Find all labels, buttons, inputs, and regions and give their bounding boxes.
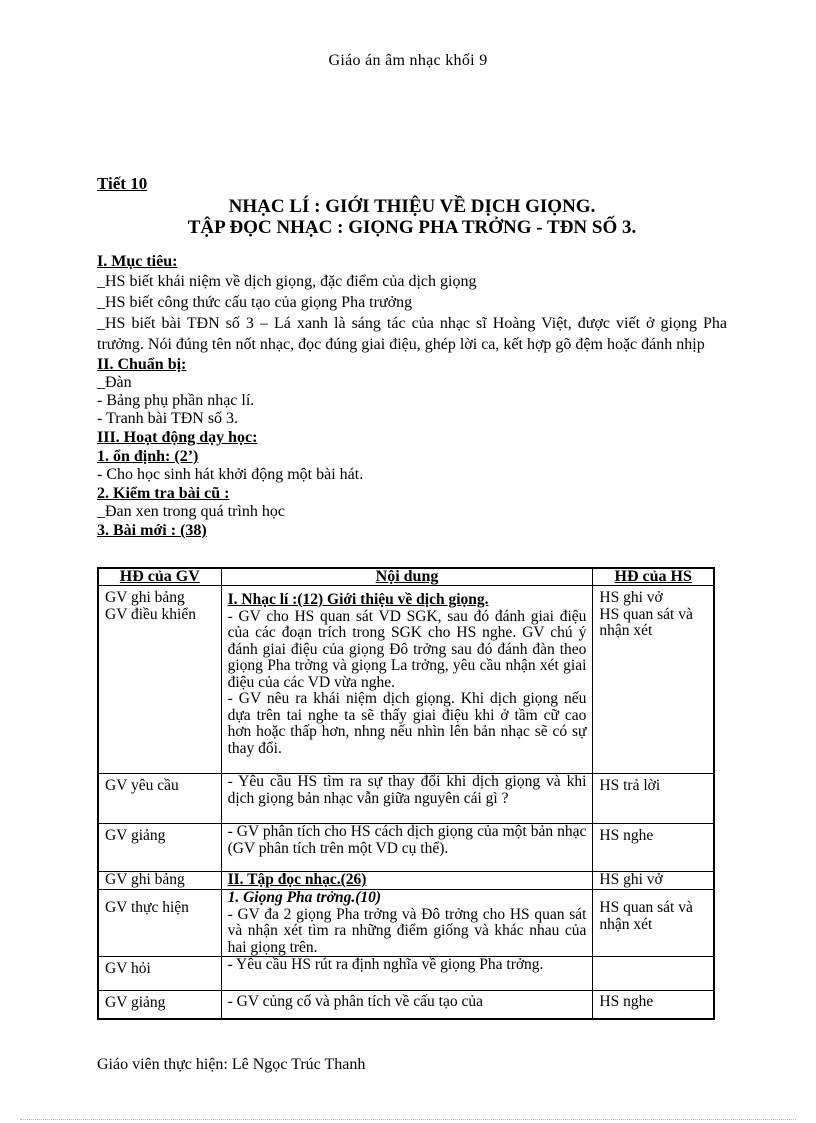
content-cell (221, 957, 593, 991)
new-lesson-heading: 3. Bài mới : (38) (97, 522, 207, 539)
teacher-activity-text: GV ghi bảng (105, 871, 185, 888)
section-activities-heading: III. Hoạt động dạy học: (97, 429, 258, 446)
preparation-item: - Bảng phụ phần nhạc lí. (97, 392, 255, 409)
student-activity-cell (593, 957, 714, 991)
table-row (98, 872, 714, 890)
theory-heading: I. Nhạc lí :(12) Giới thiệu về dịch giọng. (227, 591, 489, 608)
objective-item: _HS biết khái niệm về dịch giọng, đặc điểm của dịch giọng (97, 273, 477, 290)
document-body (97, 174, 727, 540)
teacher-activity-cell (98, 774, 221, 824)
teacher-activity-cell (98, 872, 221, 890)
header-student-activity: HĐ của HS (593, 568, 714, 586)
content-text: - GV cho HS quan sát VD SGK, sau đó đánh giai điệu của các đoạn trích trong SGK cho HS nghe. GV chú ý đánh giai điệu của giọng Đô trởng sau đó đánh đàn theo giọng Pha trởng và giọng La trởng, yêu cầu nhận xét giai điệu của các VD vừa nghe. - GV nêu ra khái niệm dịch giọng. Khi dịch giọng nếu dựa trên tai nghe ta sẽ thấy giai điệu khi ở tầm cữ cao hơn hoặc thấp hơn, nhng nếu nhìn lên bản nhạc sẽ có sự thay đổi. (227, 607, 587, 757)
teacher-activity-cell (98, 957, 221, 991)
table-row (98, 586, 714, 774)
section-objectives-heading: I. Mục tiêu: (97, 253, 178, 270)
content-text: - Yêu cầu HS tìm ra sự thay đổi khi dịch giọng và khi dịch giọng bản nhạc vẫn giữa nguyên cái gì ? (227, 773, 587, 807)
review-heading: 2. Kiểm tra bài cũ : (97, 485, 230, 502)
table-row (98, 991, 714, 1019)
student-activity-text: HS trả lời (599, 777, 661, 794)
teacher-activity-text: GV ghi bảng GV điều khiển (105, 589, 196, 623)
student-activity-text: HS quan sát và nhận xét (599, 899, 693, 933)
content-cell (221, 872, 593, 890)
teacher-activity-text: GV thực hiện (105, 899, 189, 916)
header-content: Nội dung (221, 568, 593, 586)
section-preparation-heading: II. Chuẩn bị: (97, 356, 187, 373)
preparation-item: - Tranh bài TĐN số 3. (97, 410, 239, 427)
student-activity-text: HS nghe (599, 827, 654, 844)
teacher-activity-cell (98, 586, 221, 774)
teacher-activity-text: GV giảng (105, 827, 166, 844)
content-text: - GV đa 2 giọng Pha trởng và Đô trởng cho HS quan sát và nhận xét tìm ra những điểm giống và khác nhau của hai giọng trên. (227, 905, 587, 956)
f-major-subheading: 1. Giọng Pha trởng.(10) (227, 889, 382, 906)
teacher-activity-text: GV yêu cầu (105, 777, 179, 794)
student-activity-cell (593, 991, 714, 1019)
student-activity-cell (593, 872, 714, 890)
content-text: - Yêu cầu HS rút ra định nghĩa về giọng Pha trởng. (227, 956, 544, 973)
student-activity-text: HS nghe (599, 993, 654, 1010)
lesson-title-line1: NHẠC LÍ : GIỚI THIỆU VỀ DỊCH GIỌNG. (228, 196, 596, 217)
student-activity-cell (593, 824, 714, 872)
page-bottom-divider (20, 1119, 796, 1120)
content-cell (221, 991, 593, 1019)
content-cell (221, 586, 593, 774)
lesson-number: Tiết 10 (97, 174, 148, 193)
table-row (98, 774, 714, 824)
objective-item: _HS biết bài TĐN số 3 – Lá xanh là sáng tác của nhạc sĩ Hoàng Việt, được viết ở giọng Pha trưởng. Nói đúng tên nốt nhạc, đọc đúng giai điệu, ghép lời ca, kết hợp gõ đệm hoặc đánh nhịp (97, 315, 727, 353)
teacher-activity-text: GV giảng (105, 994, 166, 1011)
table-row (98, 957, 714, 991)
content-text: - GV củng cố và phân tích về cấu tạo của (227, 993, 483, 1010)
table-row (98, 824, 714, 872)
table-row (98, 890, 714, 957)
header-teacher-activity: HĐ của GV (98, 568, 221, 586)
objective-item: _HS biết công thức cấu tạo của giọng Pha trưởng (97, 294, 413, 311)
content-text: - GV phân tích cho HS cách dịch giọng của một bản nhạc (GV phân tích trên một VD cụ thể). (227, 823, 587, 857)
content-cell (221, 890, 593, 957)
teacher-activity-cell (98, 890, 221, 957)
student-activity-text: HS ghi vở HS quan sát và nhận xét (599, 589, 693, 639)
student-activity-cell (593, 890, 714, 957)
student-activity-text: HS ghi vở (599, 871, 663, 888)
review-item: _Đan xen trong quá trình học (97, 503, 285, 520)
student-activity-cell (593, 774, 714, 824)
teacher-activity-text: GV hỏi (105, 960, 151, 977)
stabilize-item: - Cho học sinh hát khởi động một bài hát. (97, 466, 364, 483)
page-header: Giáo án âm nhạc khối 9 (328, 52, 488, 69)
preparation-item: _Đàn (97, 374, 132, 391)
solfege-heading: II. Tập đọc nhạc.(26) (227, 871, 367, 888)
student-activity-cell (593, 586, 714, 774)
content-cell (221, 824, 593, 872)
page-footer: Giáo viên thực hiện: Lê Ngọc Trúc Thanh (97, 1056, 366, 1073)
content-cell (221, 774, 593, 824)
lesson-plan-table (97, 567, 715, 1020)
teacher-activity-cell (98, 991, 221, 1019)
stabilize-heading: 1. ổn định: (2’) (97, 448, 199, 465)
teacher-activity-cell (98, 824, 221, 872)
table-header-row (98, 568, 714, 586)
lesson-title-line2: TẬP ĐỌC NHẠC : GIỌNG PHA TRỞNG - TĐN SỐ 3. (187, 217, 637, 238)
